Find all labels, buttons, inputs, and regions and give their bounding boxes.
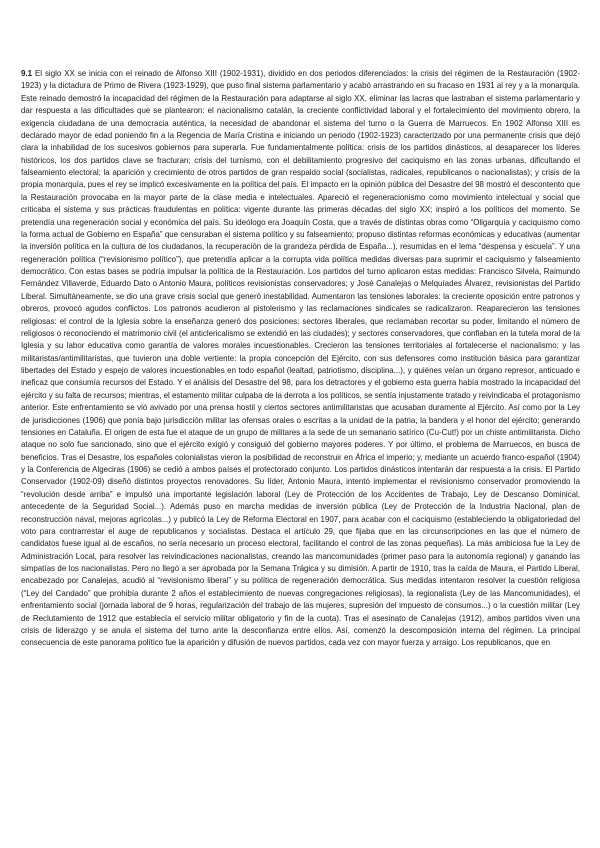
body-paragraph — [21, 68, 580, 650]
section-number: 9.1 — [21, 69, 33, 78]
paragraph-text: El siglo XX se inicia con el reinado de Alfonso XIII (1902-1931), dividido en dos periodos diferenciados: la crisis del régimen de la Restauración (1902-1923) y la dictadura de Primo de Rivera (1923-1929), que puso final sistema parlamentario y acabó arrastrando en su fracaso en 1931 al rey y a la monarquía. Este reinado demostró la incapacidad del régimen de la Restauración para adaptarse al siglo XX, eliminar las lacras que lastraban el sistema parlamentario y dar respuesta a las dificultades que se plantearon: el nacionalismo catalán, la creciente conflictividad laboral y el fortalecimiento del movimiento obrero, la exigencia ciudadana de una democracia auténtica, la necesidad de abandonar el sistema del turno o la Guerra de Marruecos. En 1902 Alfonso XIII es declarado mayor de edad poniendo fin a la Regencia de María Cristina e iniciando un periodo (1902-1923) caracterizado por una permanente crisis que dejó clara la inhabilidad de los sucesivos gobiernos para superarla. Fue fundamentalmente política: crisis de los partidos dinásticos, al desaparecer los líderes históricos, los dos partidos clave se fracturan; crisis del turnismo, con el debilitamiento progresivo del caciquismo en las zonas urbanas, dificultando el falseamiento electoral; la aparición y crecimiento de otros partidos de gran respaldo social (socialistas, radicales, republicanos o nacionalistas); y crisis de la propia monarquía, pues el rey se implicó excesivamente en la política del país. El impacto en la opinión pública del Desastre del 98 mostró el descontento que la Restauración provocaba en la mayor parte de la clase media e intelectuales. Apareció el regeneracionismo como movimiento intelectual y social que criticaba el sistema y sus prácticas fraudulentas en política: vigente durante las primeras décadas del siglo XX; inspiró a los políticos del momento. Se pretendía una regeneración social y económica del país. Su ideólogo era Joaquín Costa, que a través de distintas obras como “Oligarquía y caciquismo como la forma actual de Gobierno en España” que censuraban el sistema político y su falseamiento; propuso distintas reformas económicas y educativas (aumentar la inversión política en la cultura de los ciudadanos, la recuperación de la grandeza pérdida de España...), resumidas en el lema “despensa y escuela”. Y una regeneración política (“revisionismo político”), que pretendía aplicar a la corrupta vida política medidas diversas para suprimir el caciquismo y falseamiento democrático. Con estas bases se podría impulsar la política de la Restauración. Los partidos del turno aplicaron estas medidas: Francisco Silvela, Raimundo Fernández Villaverde, Eduardo Dato o Antonio Maura, políticos revisionistas conservadores; y José Canalejas o Melquíades Álvarez, revisionistas del Partido Liberal. Simultáneamente, se dio una grave crisis social que generó inestabilidad. Aumentaron las tensiones laborales: la creciente oposición entre patronos y obreros, provocó agudos conflictos. Los patronos acudieron al pistolerismo y las reclamaciones sindicales se radicalizaron. Reaparecieron las tensiones religiosas: el control de la Iglesia sobre la enseñanza generó dos posiciones: sectores liberales, que reclamaban recortar su poder, limitando el número de religiosos o reconociendo el matrimonio civil (el anticlericalismo se extendió en las ciudades); y sectores conservadores, que confiaban en la tutela moral de la Iglesia y su labor educativa como garantía de valores morales incuestionables. Crecieron las tensiones territoriales al fortalecerse el nacionalismo; y las militaristas/antimilitaristas, que tuvieron una doble vertiente: la propia concepción del Ejército, con sus defensores como institución básica para garantizar libertades del Estado y espejo de valores incuestionables en todo español (lealtad, patriotismo, disciplina...), y quiénes veían un órgano represor, anticuado e ineficaz que consumía recursos del Estado. Y el análisis del Desastre del 98, para los detractores y el gobierno esta guerra había mostrado la incapacidad del ejército y su falta de recursos; mientras, el estamento militar culpaba de la derrota a los políticos, se sentía injustamente tratado y reivindicaba el protagonismo anterior. Este enfrentamiento se vió avivado por una prensa hostil y ciertos sectores antimilitaristas que acusaban duramente al Ejército. Así como por la Ley de jurisdicciones (1906) que ponía bajo jurisdicción militar las ofensas orales o escritas a la unidad de la patria, la bandera y el honor del ejército; generando tensiones en Cataluña. El origen de esta fue el ataque de un grupo de militares a la sede de un semanario satírico (Cu-Cut!) por un chiste antimilitarista. Dicho ataque no solo fue sancionado, sino que el ejército exigió y consiguió del gobierno mayores poderes. Y por último, el problema de Marruecos, en busca de beneficios. Tras el Desastre, los españoles colonialistas vieron la posibilidad de reconstruir en África el imperio; y, mediante un acuerdo franco-español (1904) y la Conferencia de Algeciras (1906) se cedió a ambos países el protectorado conjunto. Los partidos dinásticos intentarán dar respuesta a la crisis. El Partido Conservador (1902-09) diseñó distintos proyectos renovadores. Su líder, Antonio Maura, intentó implementar el revisionismo conservador promoviendo la “revolución desde arriba” e impulsó una importante legislación laboral (Ley de Protección de los Accidentes de Trabajo, Ley de Descanso Dominical, antecedente de la Seguridad Social...). Además puso en marcha medidas de inversión pública (Ley de Protección de la Industria Nacional, plan de reconstrucción naval, mejoras agrícolas...) y publicó la Ley de Reforma Electoral en 1907, para acabar con el caciquismo (estableciendo la obligatoriedad del voto para contrarrestar el auge de republicanos y socialistas. Destaca el artículo 29, que fijaba que en las circunscripciones en las que el número de candidatos fuese igual al de escaños, no sería necesario un proceso electoral, facilitando el control de las zonas pequeñas). La más ambiciosa fue la Ley de Administración Local, para resolver las reivindicaciones nacionalistas, creando las mancomunidades (primer paso para la autonomía regional) y ganando las simpatías de los nacionalistas. Pero no llegó a ser aprobada por la Semana Trágica y su dimisión. A partir de 1910, tras la caída de Maura, el Partido Liberal, encabezado por Canalejas, acudió al “revisionismo liberal” y su política de regeneración democrática. Sus medidas intentaron resolver la cuestión religiosa (“Ley del Candado” que prohibía durante 2 años el establecimiento de nuevas congregaciones religiosas), la regionalista (Ley de las Mancomunidades), el enfrentamiento social (jornada laboral de 9 horas, regularización del trabajo de las mujeres, supresión del impuesto de consumos...) o la cuestión militar (Ley de Reclutamiento de 1912 que establecía el servicio militar obligatorio y fin de la cuota). Tras el asesinato de Canalejas (1912), ambos partidos viven una crisis de liderazgo y se anula el sistema del turno ante la desconfianza entre ellos. Así, comenzó la descomposición interna del régimen. La principal consecuencia de este panorama político fue la aparición y difusión de nuevos partidos, cada vez con mayor fuerza y arraigo. Los republicanos, que en — [21, 69, 580, 648]
document-page — [21, 68, 580, 842]
